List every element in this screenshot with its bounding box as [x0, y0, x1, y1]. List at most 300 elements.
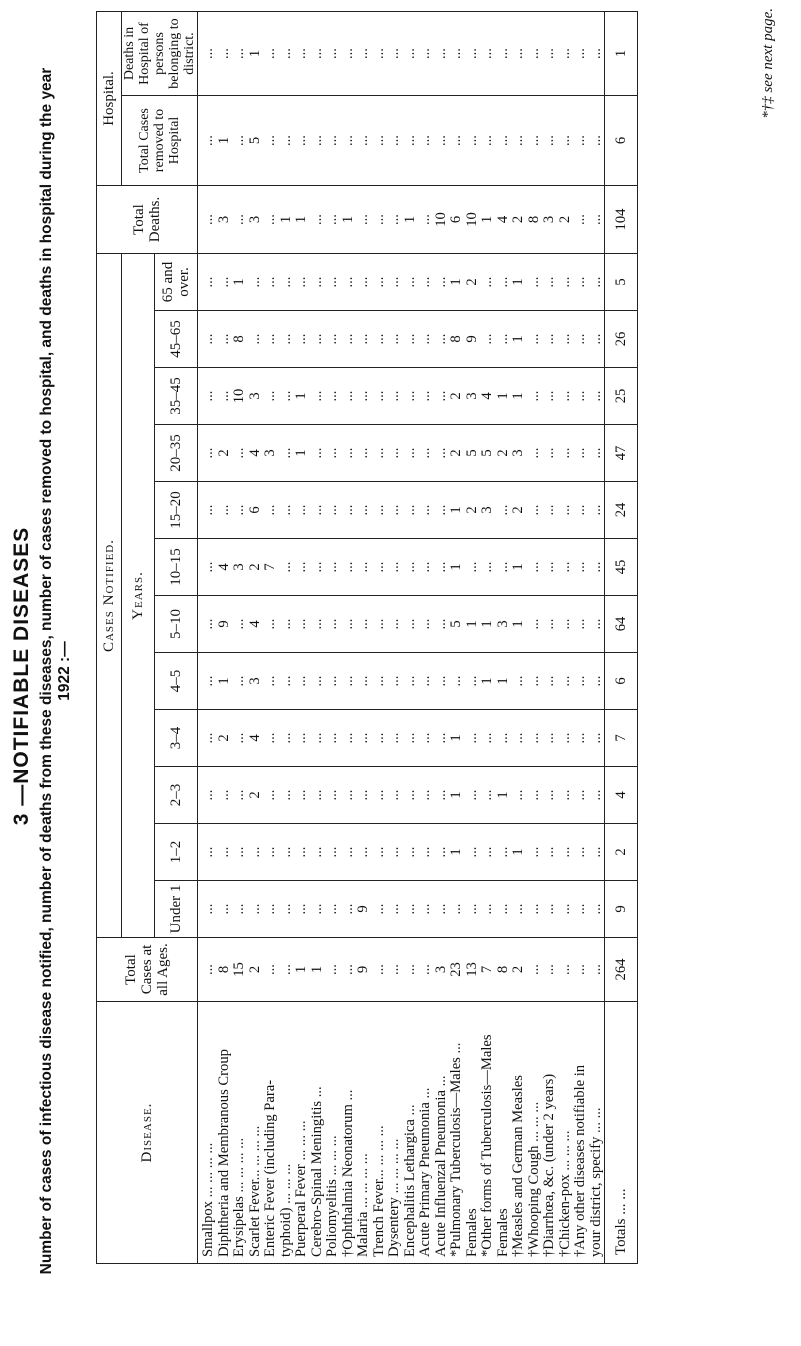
table-cell: ... [525, 618, 542, 630]
table-cell: ... [572, 504, 588, 516]
table-cell: ... [355, 846, 371, 858]
table-cell: ... [572, 333, 588, 345]
total-deaths-column [198, 186, 605, 254]
disease-name: Cerebro-Spinal Meningitis ... [308, 1086, 325, 1257]
table-cell: ... [572, 964, 588, 975]
table-cell: ... [200, 561, 216, 573]
table-cell: 1 [293, 392, 309, 400]
table-cell: ... [246, 276, 263, 288]
table-cell: ... [525, 561, 542, 573]
table-cell: ... [463, 789, 480, 801]
table-cell: ... [386, 333, 402, 345]
table-cell: ... [417, 789, 433, 801]
disease-name: Poliomyelitis ... ... ... [324, 1135, 340, 1257]
table-cell: 1 [231, 278, 247, 286]
disease-name: †Ophthalmia Neonatorum ... [339, 1089, 356, 1257]
table-cell: ... [525, 48, 542, 59]
table-cell: ... [370, 333, 387, 345]
table-cell: ... [432, 276, 449, 288]
table-cell: ... [200, 214, 216, 225]
table-cell: ... [587, 732, 604, 744]
table-cell: ... [417, 214, 433, 225]
table-cell: ... [525, 789, 542, 801]
table-cell: ... [494, 903, 511, 915]
table-cell: ... [510, 48, 526, 59]
disease-name: Females [494, 1208, 511, 1257]
table-cell: ... [277, 333, 294, 345]
table-cell: ... [355, 390, 371, 402]
disease-name: typhoid) ... ... ... [277, 1163, 294, 1257]
table-cell: ... [572, 214, 588, 225]
table-cell: ... [308, 447, 325, 459]
table-cell: 9 [463, 335, 480, 343]
table-cell: 1 [479, 620, 495, 628]
table-cell: ... [556, 276, 573, 288]
header-age-35-45: 35–45 [155, 368, 198, 425]
page-subtitle: Number of cases of infectious disease notified, number of deaths from these diseases, number of cases removed to hospital, and deaths in hospital during the year 1922 :— [38, 67, 73, 1275]
table-cell: 1 [479, 677, 495, 685]
table-cell: ... [525, 333, 542, 345]
table-cell: ... [556, 333, 573, 345]
table-cell: ... [556, 48, 573, 59]
table-cell: ... [370, 561, 387, 573]
table-cell: 3 [215, 215, 232, 224]
table-cell: 4 [215, 563, 232, 571]
table-cell: ... [339, 846, 356, 858]
table-cell: ... [401, 561, 418, 573]
table-cell: 2 [556, 215, 573, 224]
table-cell: ... [293, 48, 309, 59]
table-cell: ... [339, 789, 356, 801]
table-cell: ... [246, 903, 263, 915]
table-cell: 1 [510, 278, 526, 286]
table-cell: ... [572, 732, 588, 744]
table-cell: ... [401, 789, 418, 801]
table-cell: ... [370, 964, 387, 975]
table-cell: 8 [448, 335, 464, 343]
table-cell: ... [541, 903, 557, 915]
table-cell: ... [386, 135, 402, 146]
table-cell: ... [277, 903, 294, 915]
table-cell: ... [510, 903, 526, 915]
table-cell: ... [432, 618, 449, 630]
header-removed: Total Cases removed to Hospital [122, 96, 198, 186]
table-cell: ... [556, 618, 573, 630]
totals-age-5-10: 64 [605, 596, 638, 653]
totals-age-1-2: 2 [605, 824, 638, 881]
table-cell: 2 [510, 215, 526, 224]
table-cell: ... [355, 789, 371, 801]
table-cell: ... [432, 135, 449, 146]
table-cell: ... [463, 846, 480, 858]
table-cell: 1 [448, 278, 464, 286]
table-cell: ... [324, 561, 340, 573]
table-cell: 2 [246, 563, 263, 571]
table-cell: ... [587, 561, 604, 573]
table-cell: ... [432, 732, 449, 744]
table-cell: ... [215, 48, 232, 59]
table-cell: ... [525, 135, 542, 146]
table-cell: 2 [448, 449, 464, 457]
table-cell: ... [370, 276, 387, 288]
table-cell: ... [401, 903, 418, 915]
table-cell: ... [277, 789, 294, 801]
table-cell: ... [200, 846, 216, 858]
table-cell: ... [556, 732, 573, 744]
table-cell: ... [401, 447, 418, 459]
table-cell: ... [401, 333, 418, 345]
table-cell: 3 [246, 215, 263, 224]
table-cell: ... [432, 846, 449, 858]
table-cell: ... [494, 135, 511, 146]
table-cell: ... [417, 504, 433, 516]
table-cell: 1 [510, 392, 526, 400]
table-cell: ... [324, 48, 340, 59]
table-cell: ... [339, 964, 356, 975]
table-cell: 8 [231, 335, 247, 343]
table-cell: 23 [448, 962, 464, 977]
table-cell: ... [355, 732, 371, 744]
table-cell: ... [448, 675, 464, 687]
table-cell: 1 [448, 734, 464, 742]
table-cell: ... [339, 732, 356, 744]
totals-deaths: 104 [605, 186, 638, 254]
table-cell: ... [541, 390, 557, 402]
table-cell: 8 [525, 215, 542, 224]
table-cell: ... [572, 846, 588, 858]
table-cell: 2 [246, 791, 263, 799]
table-cell: ... [200, 903, 216, 915]
table-cell: 3 [463, 392, 480, 400]
table-cell: ... [417, 447, 433, 459]
table-cell: ... [525, 903, 542, 915]
table-cell: ... [339, 447, 356, 459]
table-cell: 4 [479, 392, 495, 400]
table-cell: 1 [293, 449, 309, 457]
table-cell: ... [277, 732, 294, 744]
table-cell: ... [370, 135, 387, 146]
table-cell: ... [293, 504, 309, 516]
table-cell: ... [479, 846, 495, 858]
table-cell: 1 [448, 563, 464, 571]
disease-name: †Whooping Cough ... ... ... [525, 1101, 542, 1257]
table-cell: ... [587, 504, 604, 516]
table-cell: ... [370, 675, 387, 687]
header-years: Years. [122, 254, 155, 938]
age-65-over-column [198, 254, 605, 311]
table-cell: 8 [494, 965, 511, 974]
table-cell: ... [479, 276, 495, 288]
table-cell: ... [448, 135, 464, 146]
header-age-5-10: 5–10 [155, 596, 198, 653]
table-cell: ... [525, 846, 542, 858]
table-cell: ... [293, 846, 309, 858]
table-cell: ... [308, 390, 325, 402]
table-cell: ... [479, 732, 495, 744]
disease-name: *Other forms of Tuberculosis—Males [479, 1034, 495, 1257]
table-cell: 10 [463, 212, 480, 227]
table-cell: ... [308, 732, 325, 744]
table-cell: ... [417, 276, 433, 288]
table-cell: ... [572, 48, 588, 59]
totals-under-1: 9 [605, 881, 638, 938]
table-cell: ... [432, 789, 449, 801]
table-cell: ... [541, 964, 557, 975]
table-cell: ... [293, 675, 309, 687]
table-cell: ... [262, 789, 278, 801]
table-cell: ... [386, 504, 402, 516]
totals-age-35-45: 25 [605, 368, 638, 425]
table-cell: ... [262, 504, 278, 516]
header-total-deaths: Total Deaths. [97, 186, 198, 254]
table-cell: ... [556, 903, 573, 915]
table-cell: ... [293, 618, 309, 630]
table-cell: 1 [479, 215, 495, 224]
table-cell: ... [587, 789, 604, 801]
table-cell: ... [587, 447, 604, 459]
table-cell: 2 [463, 278, 480, 286]
table-cell: ... [432, 48, 449, 59]
totals-removed: 6 [605, 96, 638, 186]
table-cell: ... [277, 504, 294, 516]
table-cell: ... [215, 846, 232, 858]
table-cell: ... [417, 675, 433, 687]
table-cell: ... [370, 214, 387, 225]
disease-name: †Diarrhœa, &c. (under 2 years) [541, 1073, 557, 1257]
table-cell: ... [293, 276, 309, 288]
table-cell: ... [339, 675, 356, 687]
table-cell: 3 [494, 620, 511, 628]
header-age-45-65: 45–65 [155, 311, 198, 368]
table-cell: ... [572, 447, 588, 459]
table-cell: ... [525, 732, 542, 744]
table-cell: ... [324, 135, 340, 146]
header-age-20-35: 20–35 [155, 425, 198, 482]
disease-name: Scarlet Fever... ... ... ... [246, 1125, 263, 1257]
table-cell: 1 [494, 791, 511, 799]
table-cell: ... [262, 964, 278, 975]
table-cell: ... [479, 903, 495, 915]
table-cell: ... [541, 276, 557, 288]
table-cell: ... [215, 276, 232, 288]
table-cell: ... [200, 333, 216, 345]
table-cell: 1 [215, 677, 232, 685]
notifiable-diseases-table [96, 11, 638, 1264]
header-age-under-1: Under 1 [155, 881, 198, 938]
table-cell: 1 [339, 215, 356, 224]
table-cell: ... [510, 135, 526, 146]
table-cell: 1 [448, 848, 464, 856]
table-cell: ... [293, 333, 309, 345]
table-cell: ... [339, 561, 356, 573]
header-age-65-over: 65 and over. [155, 254, 198, 311]
table-cell: ... [541, 675, 557, 687]
table-cell: ... [541, 48, 557, 59]
table-cell: ... [572, 276, 588, 288]
table-cell: ... [277, 675, 294, 687]
table-cell: ... [448, 903, 464, 915]
table-cell: ... [355, 447, 371, 459]
table-cell: ... [417, 846, 433, 858]
table-cell: ... [401, 964, 418, 975]
table-cell: ... [231, 504, 247, 516]
table-cell: 3 [246, 392, 263, 400]
table-cell: ... [308, 504, 325, 516]
table-cell: ... [370, 846, 387, 858]
table-cell: ... [479, 48, 495, 59]
table-cell: ... [572, 135, 588, 146]
table-cell: ... [417, 903, 433, 915]
header-cases-notified: Cases Notified. [97, 254, 122, 938]
table-cell: ... [479, 135, 495, 146]
table-cell: ... [432, 675, 449, 687]
page-title: 3 —NOTIFIABLE DISEASES [10, 526, 33, 826]
header-age-3-4: 3–4 [155, 710, 198, 767]
table-cell: ... [463, 135, 480, 146]
header-hospital: Hospital. [97, 12, 122, 186]
table-cell: ... [572, 618, 588, 630]
totals-age-20-35: 47 [605, 425, 638, 482]
disease-name: Malaria ... ... ... ... [355, 1153, 371, 1257]
table-cell: ... [370, 903, 387, 915]
table-cell: ... [587, 846, 604, 858]
table-cell: ... [479, 789, 495, 801]
table-cell: ... [200, 135, 216, 146]
disease-name: †Measles and German Measles [510, 1075, 526, 1257]
table-cell: 2 [246, 965, 263, 974]
table-cell: ... [308, 48, 325, 59]
table-cell: ... [308, 333, 325, 345]
under-1-column [198, 881, 605, 938]
table-cell: ... [587, 48, 604, 59]
age-15-20-column [198, 482, 605, 539]
table-cell: ... [308, 846, 325, 858]
table-cell: ... [231, 618, 247, 630]
table-cell: 6 [246, 506, 263, 514]
table-cell: 2 [463, 506, 480, 514]
header-age-2-3: 2–3 [155, 767, 198, 824]
table-cell: 15 [231, 962, 247, 977]
table-cell: ... [541, 447, 557, 459]
table-cell: 2 [448, 392, 464, 400]
table-cell: ... [231, 789, 247, 801]
table-cell: ... [246, 846, 263, 858]
table-cell: 1 [293, 215, 309, 224]
disease-name: †Chicken-pox ... ... ... [556, 1130, 573, 1257]
table-cell: ... [401, 732, 418, 744]
table-cell: ... [339, 390, 356, 402]
age-2-3-column [198, 767, 605, 824]
table-cell: ... [339, 504, 356, 516]
table-cell: ... [200, 964, 216, 975]
table-cell: ... [308, 561, 325, 573]
table-cell: ... [324, 333, 340, 345]
age-5-10-column [198, 596, 605, 653]
disease-name: Puerperal Fever ... ... ... [293, 1120, 309, 1257]
table-cell: ... [401, 846, 418, 858]
header-age-15-20: 15–20 [155, 482, 198, 539]
table-cell: ... [339, 48, 356, 59]
table-cell: ... [308, 276, 325, 288]
table-cell: 1 [510, 335, 526, 343]
table-cell: ... [262, 390, 278, 402]
table-cell: ... [572, 561, 588, 573]
table-cell: ... [231, 903, 247, 915]
table-cell: ... [494, 276, 511, 288]
table-cell: ... [215, 789, 232, 801]
table-cell: 1 [293, 965, 309, 974]
table-cell: ... [587, 903, 604, 915]
header-age-10-15: 10–15 [155, 539, 198, 596]
table-cell: 5 [448, 620, 464, 628]
total-cases-column [198, 938, 605, 1002]
table-cell: ... [339, 618, 356, 630]
table-cell: ... [277, 447, 294, 459]
header-hospital-deaths: Deaths in Hospital of persons belonging to district. [122, 12, 198, 96]
table-cell: ... [277, 846, 294, 858]
table-cell: ... [541, 846, 557, 858]
table-cell: ... [293, 732, 309, 744]
table-cell: 9 [215, 620, 232, 628]
table-cell: ... [277, 135, 294, 146]
table-cell: ... [324, 504, 340, 516]
table-cell: ... [417, 732, 433, 744]
age-10-15-column [198, 539, 605, 596]
table-cell: ... [556, 964, 573, 975]
table-cell: ... [463, 561, 480, 573]
table-cell: ... [215, 333, 232, 345]
disease-name: *Pulmonary Tuberculosis—Males ... [448, 1042, 464, 1257]
table-cell: ... [200, 390, 216, 402]
table-cell: ... [525, 675, 542, 687]
table-cell: ... [541, 561, 557, 573]
header-age-1-2: 1–2 [155, 824, 198, 881]
table-cell: ... [370, 732, 387, 744]
table-cell: ... [370, 504, 387, 516]
table-cell: 2 [510, 965, 526, 974]
table-cell: ... [308, 789, 325, 801]
disease-name: Acute Primary Pneumonia ... [417, 1087, 433, 1257]
table-cell: ... [231, 732, 247, 744]
table-cell: ... [231, 447, 247, 459]
table-cell: 3 [541, 215, 557, 224]
table-cell: ... [215, 903, 232, 915]
table-cell: 1 [308, 965, 325, 974]
table-cell: ... [525, 964, 542, 975]
table-cell: ... [572, 903, 588, 915]
table-cell: 4 [246, 620, 263, 628]
footnote: *†‡ see next page. [760, 8, 776, 119]
table-cell: ... [262, 846, 278, 858]
table-cell: ... [401, 390, 418, 402]
table-cell: ... [308, 675, 325, 687]
header-age-4-5: 4–5 [155, 653, 198, 710]
table-cell: 1 [448, 506, 464, 514]
table-cell: 5 [463, 449, 480, 457]
table-cell: ... [324, 675, 340, 687]
table-cell: ... [541, 618, 557, 630]
table-cell: 3 [510, 449, 526, 457]
table-cell: 5 [246, 136, 263, 145]
table-cell: ... [355, 214, 371, 225]
table-cell: ... [541, 789, 557, 801]
table-cell: ... [556, 447, 573, 459]
table-cell: ... [525, 276, 542, 288]
table-cell: 9 [355, 965, 371, 974]
table-cell: ... [277, 390, 294, 402]
age-4-5-column [198, 653, 605, 710]
disease-name: Erysipelas ... ... ... ... [231, 1137, 247, 1257]
